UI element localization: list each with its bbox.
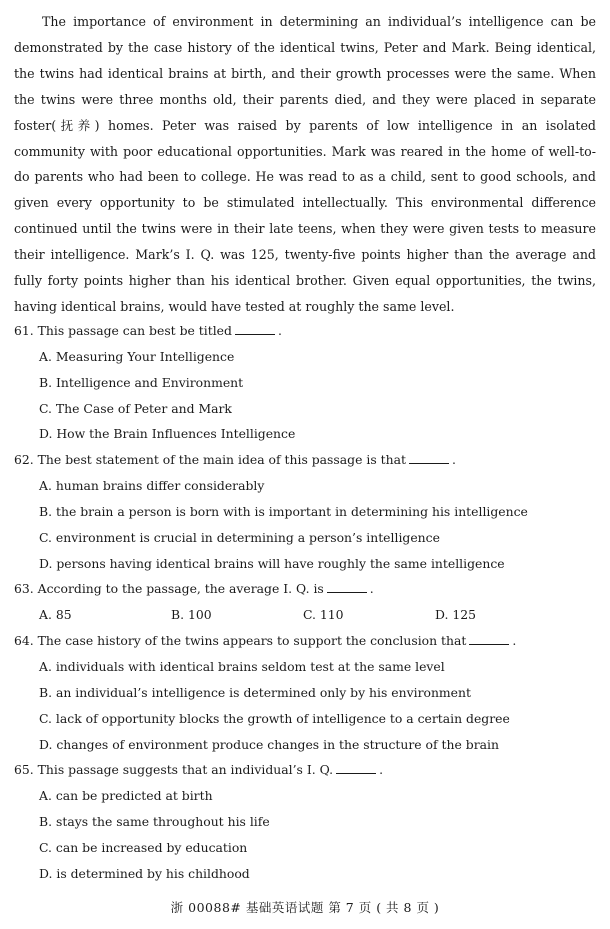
option-b: B. stays the same throughout his life [39, 814, 270, 830]
option-b: B. the brain a person is born with is important in determining his intelligence [39, 503, 528, 519]
option-c: C. lack of opportunity blocks the growth of intelligence to a certain degree [39, 710, 510, 726]
question-stem [14, 628, 596, 654]
option-d: D. is determined by his childhood [39, 865, 250, 881]
stem-text: This passage can best be titled [37, 323, 232, 338]
option-b: B. an individual’s intelligence is determined only by his environment [39, 684, 471, 700]
answer-blank [469, 632, 509, 645]
stem-text: The case history of the twins appears to support the conclusion that [37, 633, 467, 649]
question-63 [14, 576, 596, 628]
option-row [14, 602, 596, 628]
question-number: 61. [14, 323, 34, 338]
option-c: C. 110 [303, 607, 344, 623]
answer-blank [336, 761, 376, 774]
question-number: 64. [14, 633, 34, 649]
question-number: 63. [14, 581, 34, 597]
question-stem [14, 447, 596, 473]
question-stem [14, 576, 596, 602]
question-number: 62. [14, 452, 34, 468]
reading-passage: The importance of environment in determining an individual’s intelligence can be demonstrated by the case history of the identical twins, Peter and Mark. Being identical, the twins had identical brains at birth, and their growth processes were the same. When the twins were three months old, their parents died, and they were placed in separate foster(抚养) homes. Peter was raised by parents of low intelligence in an isolated community with poor educational opportunities. Mark was reared in the home of well-to-do parents who had been to college. He was read to as a child, sent to good schools, and given every opportunity to be stimulated intellectually. This environmental difference continued until the twins were in their late teens, when they were given tests to measure their intelligence. Mark’s I. Q. was 125, twenty-five points higher than the average and fully forty points higher than his identical brother. Given equal opportunities, the twins, having identical brains, would have tested at roughly the same level. [14, 14, 596, 314]
option-c: C. can be increased by education [39, 839, 248, 855]
option-a: A. 85 [39, 607, 72, 623]
option-b: B. 100 [171, 607, 212, 623]
stem-end: . [379, 762, 384, 778]
question-stem [14, 318, 596, 344]
stem-end: . [277, 323, 282, 338]
option-b: B. Intelligence and Environment [39, 374, 244, 390]
stem-text: According to the passage, the average I. Q. is [37, 581, 324, 597]
page-footer: 浙 00088# 基础英语试题 第 7 页 ( 共 8 页 ) [170, 900, 440, 915]
answer-blank [409, 451, 449, 464]
option-a: A. can be predicted at birth [39, 788, 213, 804]
option-d: D. changes of environment produce changes in the structure of the brain [39, 736, 499, 752]
question-64 [14, 628, 596, 757]
question-list [14, 318, 596, 887]
option-a: A. Measuring Your Intelligence [39, 349, 235, 364]
stem-end: . [451, 452, 456, 468]
stem-text: The best statement of the main idea of this passage is that [37, 452, 406, 468]
option-d: D. persons having identical brains will have roughly the same intelligence [39, 555, 505, 571]
question-61 [14, 318, 596, 447]
question-stem [14, 757, 596, 783]
question-65 [14, 757, 596, 886]
option-d: D. 125 [435, 607, 477, 623]
option-a: A. individuals with identical brains seldom test at the same level [39, 659, 445, 675]
answer-blank [327, 580, 367, 593]
answer-blank [235, 322, 275, 335]
question-62 [14, 447, 596, 576]
option-c: C. environment is crucial in determining a person’s intelligence [39, 529, 440, 545]
question-number: 65. [14, 762, 34, 778]
option-c: C. The Case of Peter and Mark [39, 400, 232, 416]
option-d: D. How the Brain Influences Intelligence [39, 426, 296, 442]
option-a: A. human brains differ considerably [39, 478, 265, 494]
stem-end: . [369, 581, 374, 597]
stem-end: . [512, 633, 517, 649]
stem-text: This passage suggests that an individual’s I. Q. [37, 762, 334, 778]
